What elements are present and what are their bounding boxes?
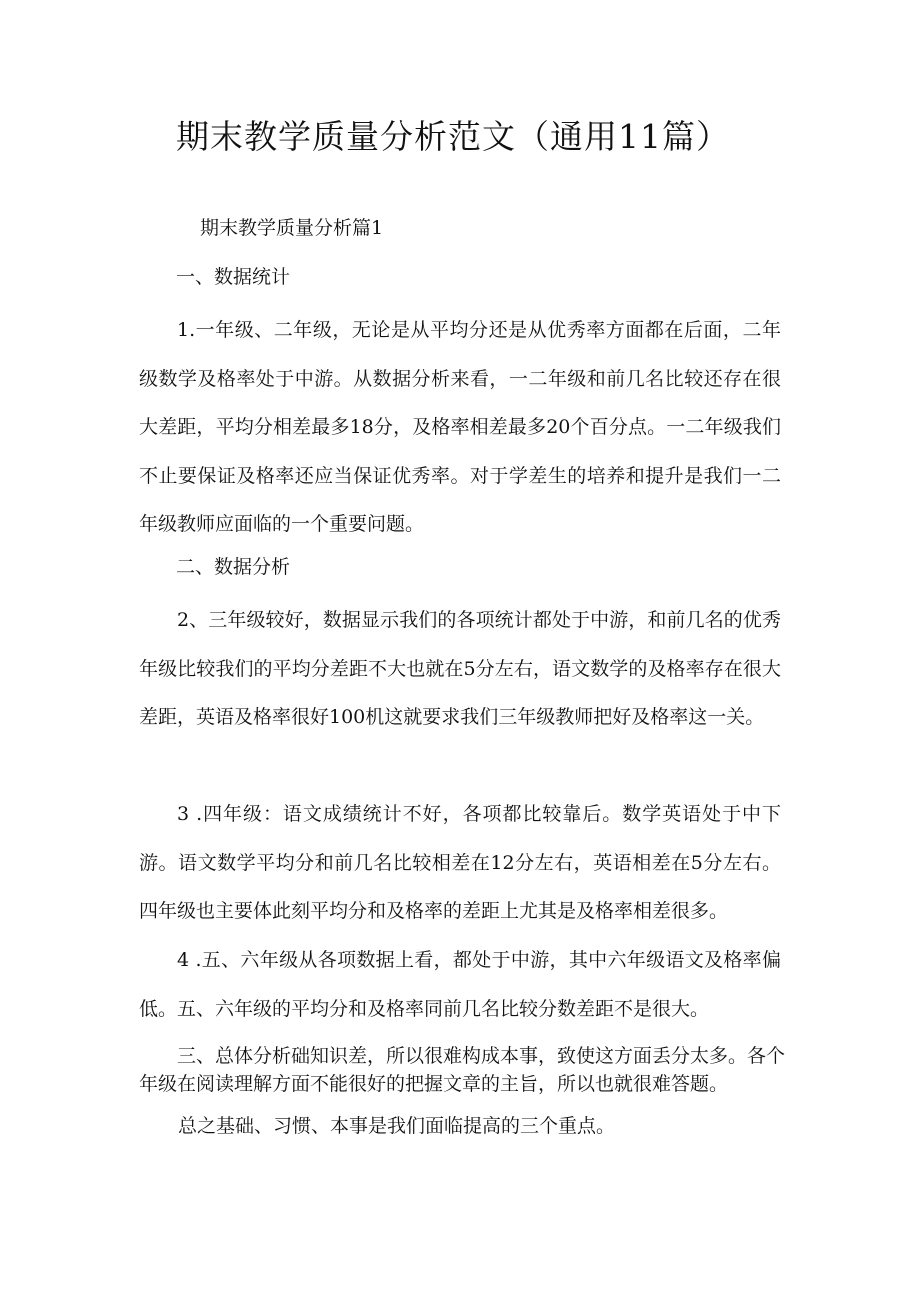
- paragraph-grade-3: 2、三年级较好，数据显示我们的各项统计都处于中游，和前几名的优秀年级比较我们的平均分差距不大也就在5分左右，语文数学的及格率存在很大差距，英语及格率很好100机这就要求我们三年级教师把好及格率这一关。: [139, 609, 781, 728]
- paragraph-grade-5-6: 4 .五、六年级从各项数据上看，都处于中游，其中六年级语文及格率偏低。五、六年级的平均分和及格率同前几名比较分数差距不是很大。: [139, 949, 781, 1020]
- article-subtitle: 期末教学质量分析篇1: [200, 217, 384, 239]
- paragraph-grade-4: 3 .四年级：语文成绩统计不好，各项都比较靠后。数学英语处于中下游。语文数学平均分和前几名比较相差在12分左右，英语相差在5分左右。四年级也主要体此刻平均分和及格率的差距上尤其是及格率相差很多。: [139, 803, 781, 922]
- paragraph-grade-1-2: 1.一年级、二年级，无论是从平均分还是从优秀率方面都在后面，二年级数学及格率处于中游。从数据分析来看，一二年级和前几名比较还存在很大差距，平均分相差最多18分，及格率相差最多20个百分点。一二年级我们不止要保证及格率还应当保证优秀率。对于学差生的培养和提升是我们一二年级教师应面临的一个重要问题。: [139, 319, 781, 535]
- section-heading-data-statistics: 一、数据统计: [176, 266, 291, 288]
- closing-summary: 总之基础、习惯、本事是我们面临提高的三个重点。: [178, 1115, 616, 1137]
- paragraph-overall-analysis: 三、总体分析础知识差，所以很难构成本事，致使这方面丢分太多。各个年级在阅读理解方面不能很好的把握文章的主旨，所以也就很难答题。: [139, 1045, 786, 1095]
- section-heading-data-analysis: 二、数据分析: [176, 556, 291, 578]
- document-title: 期末教学质量分析范文（通用11篇）: [176, 117, 730, 156]
